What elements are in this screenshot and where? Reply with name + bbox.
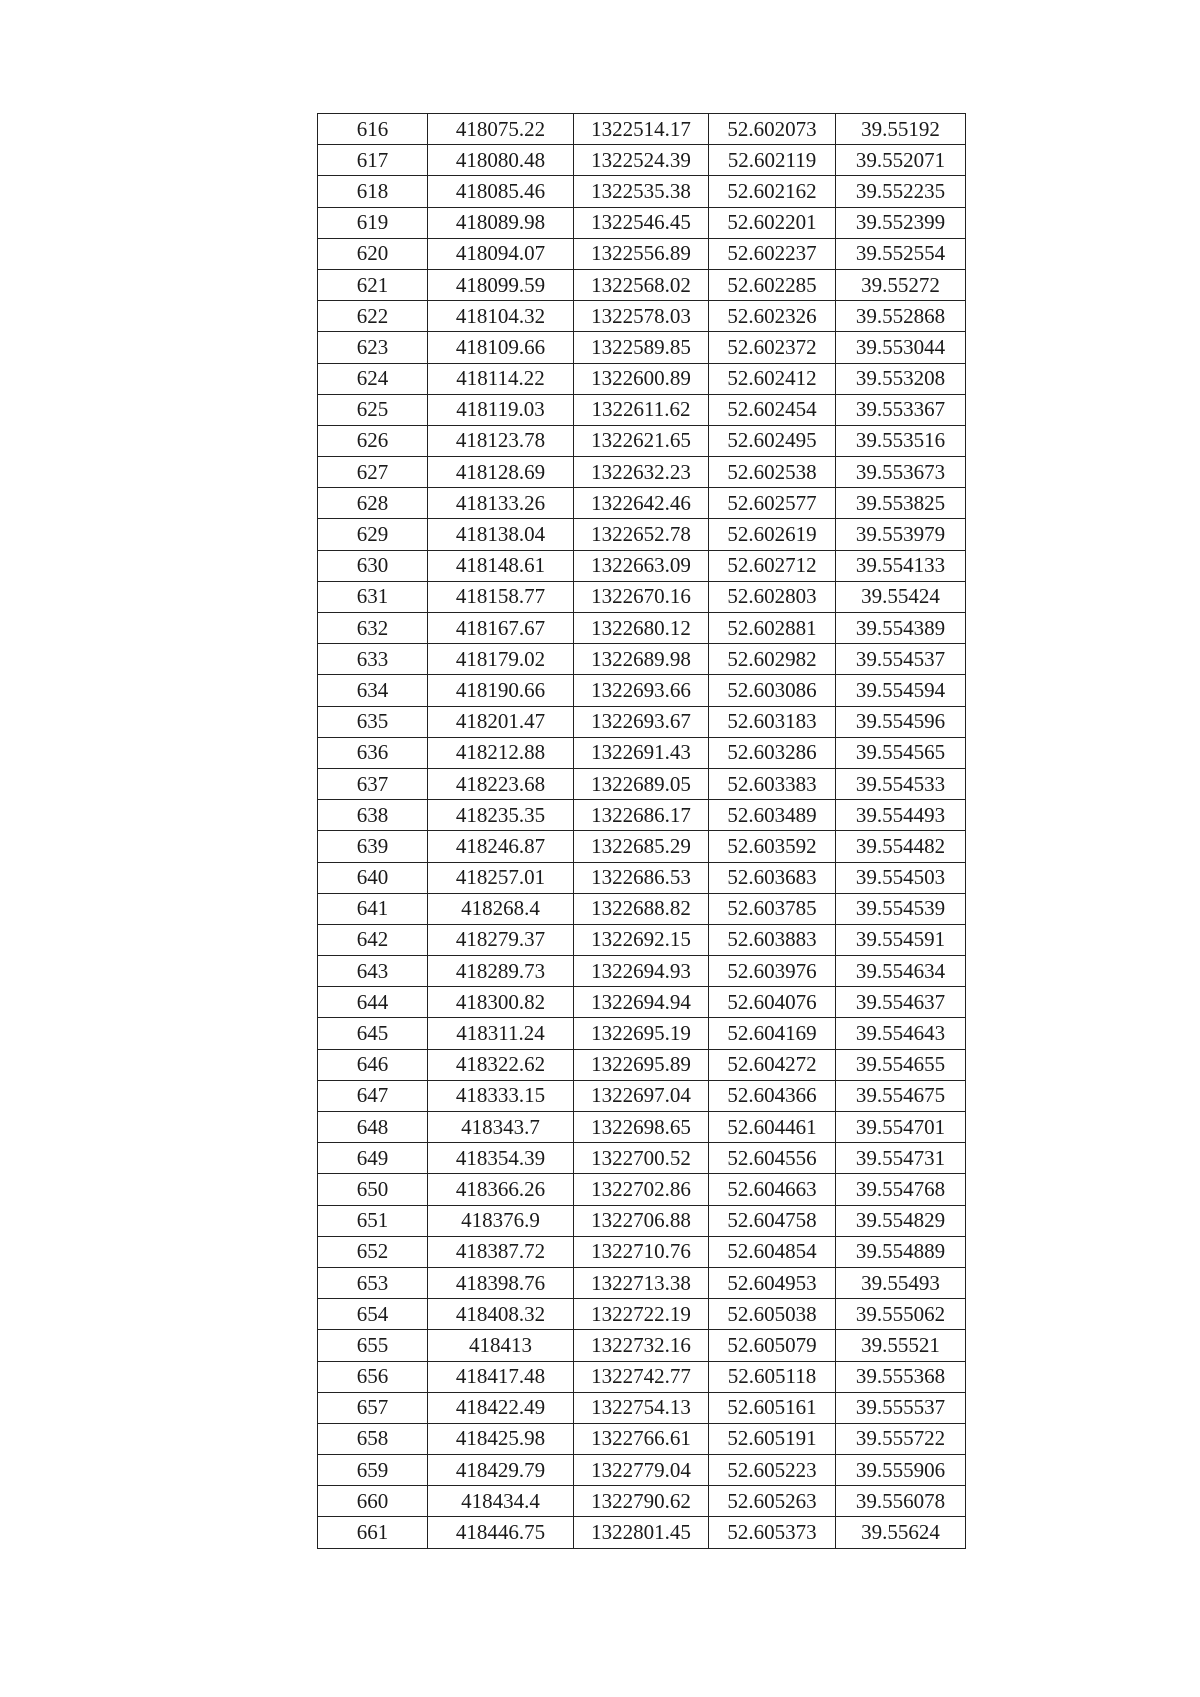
latitude-cell: 52.604076 [709, 987, 836, 1018]
latitude-cell: 52.603489 [709, 800, 836, 831]
table-row [318, 1049, 966, 1080]
latitude-cell: 52.603883 [709, 924, 836, 955]
table-row [318, 238, 966, 269]
y-coordinate-cell: 1322766.61 [574, 1423, 709, 1454]
latitude-cell: 52.605079 [709, 1330, 836, 1361]
x-coordinate-cell: 418190.66 [428, 675, 574, 706]
point-number-cell: 648 [318, 1112, 428, 1143]
latitude-cell: 52.602881 [709, 613, 836, 644]
point-number-cell: 654 [318, 1299, 428, 1330]
point-number-cell: 646 [318, 1049, 428, 1080]
point-number-cell: 656 [318, 1361, 428, 1392]
y-coordinate-cell: 1322722.19 [574, 1299, 709, 1330]
point-number-cell: 629 [318, 519, 428, 550]
y-coordinate-cell: 1322524.39 [574, 145, 709, 176]
point-number-cell: 622 [318, 301, 428, 332]
table-row [318, 269, 966, 300]
table-row [318, 1392, 966, 1423]
y-coordinate-cell: 1322691.43 [574, 737, 709, 768]
longitude-cell: 39.55521 [836, 1330, 966, 1361]
table-row [318, 457, 966, 488]
point-number-cell: 632 [318, 613, 428, 644]
x-coordinate-cell: 418119.03 [428, 394, 574, 425]
point-number-cell: 650 [318, 1174, 428, 1205]
table-row [318, 1517, 966, 1548]
latitude-cell: 52.603086 [709, 675, 836, 706]
x-coordinate-cell: 418417.48 [428, 1361, 574, 1392]
x-coordinate-cell: 418300.82 [428, 987, 574, 1018]
table-row [318, 1018, 966, 1049]
x-coordinate-cell: 418246.87 [428, 831, 574, 862]
latitude-cell: 52.605223 [709, 1455, 836, 1486]
y-coordinate-cell: 1322688.82 [574, 893, 709, 924]
table-row [318, 332, 966, 363]
y-coordinate-cell: 1322710.76 [574, 1236, 709, 1267]
latitude-cell: 52.602285 [709, 269, 836, 300]
longitude-cell: 39.554655 [836, 1049, 966, 1080]
longitude-cell: 39.552071 [836, 145, 966, 176]
table-row [318, 301, 966, 332]
point-number-cell: 617 [318, 145, 428, 176]
x-coordinate-cell: 418201.47 [428, 706, 574, 737]
latitude-cell: 52.605118 [709, 1361, 836, 1392]
point-number-cell: 624 [318, 363, 428, 394]
longitude-cell: 39.55424 [836, 581, 966, 612]
y-coordinate-cell: 1322689.05 [574, 768, 709, 799]
y-coordinate-cell: 1322694.93 [574, 956, 709, 987]
point-number-cell: 639 [318, 831, 428, 862]
longitude-cell: 39.554594 [836, 675, 966, 706]
x-coordinate-cell: 418434.4 [428, 1486, 574, 1517]
table-row [318, 114, 966, 145]
latitude-cell: 52.602237 [709, 238, 836, 269]
longitude-cell: 39.554482 [836, 831, 966, 862]
table-row [318, 1267, 966, 1298]
longitude-cell: 39.553208 [836, 363, 966, 394]
point-number-cell: 661 [318, 1517, 428, 1548]
latitude-cell: 52.605191 [709, 1423, 836, 1454]
x-coordinate-cell: 418104.32 [428, 301, 574, 332]
y-coordinate-cell: 1322801.45 [574, 1517, 709, 1548]
y-coordinate-cell: 1322686.17 [574, 800, 709, 831]
longitude-cell: 39.553825 [836, 488, 966, 519]
coordinates-table-body [318, 114, 966, 1549]
longitude-cell: 39.555906 [836, 1455, 966, 1486]
longitude-cell: 39.554675 [836, 1080, 966, 1111]
latitude-cell: 52.604854 [709, 1236, 836, 1267]
point-number-cell: 628 [318, 488, 428, 519]
point-number-cell: 644 [318, 987, 428, 1018]
x-coordinate-cell: 418446.75 [428, 1517, 574, 1548]
longitude-cell: 39.554768 [836, 1174, 966, 1205]
point-number-cell: 649 [318, 1143, 428, 1174]
x-coordinate-cell: 418425.98 [428, 1423, 574, 1454]
table-row [318, 613, 966, 644]
table-row [318, 1423, 966, 1454]
x-coordinate-cell: 418223.68 [428, 768, 574, 799]
point-number-cell: 657 [318, 1392, 428, 1423]
y-coordinate-cell: 1322556.89 [574, 238, 709, 269]
longitude-cell: 39.555368 [836, 1361, 966, 1392]
latitude-cell: 52.602982 [709, 644, 836, 675]
y-coordinate-cell: 1322692.15 [574, 924, 709, 955]
x-coordinate-cell: 418138.04 [428, 519, 574, 550]
latitude-cell: 52.602073 [709, 114, 836, 145]
longitude-cell: 39.555062 [836, 1299, 966, 1330]
point-number-cell: 631 [318, 581, 428, 612]
x-coordinate-cell: 418123.78 [428, 425, 574, 456]
y-coordinate-cell: 1322589.85 [574, 332, 709, 363]
point-number-cell: 627 [318, 457, 428, 488]
point-number-cell: 623 [318, 332, 428, 363]
y-coordinate-cell: 1322700.52 [574, 1143, 709, 1174]
longitude-cell: 39.553044 [836, 332, 966, 363]
table-row [318, 862, 966, 893]
latitude-cell: 52.603183 [709, 706, 836, 737]
longitude-cell: 39.554133 [836, 550, 966, 581]
y-coordinate-cell: 1322702.86 [574, 1174, 709, 1205]
table-row [318, 488, 966, 519]
point-number-cell: 652 [318, 1236, 428, 1267]
longitude-cell: 39.556078 [836, 1486, 966, 1517]
table-row [318, 1112, 966, 1143]
table-row [318, 1486, 966, 1517]
table-row [318, 1455, 966, 1486]
point-number-cell: 620 [318, 238, 428, 269]
longitude-cell: 39.554829 [836, 1205, 966, 1236]
latitude-cell: 52.603286 [709, 737, 836, 768]
point-number-cell: 655 [318, 1330, 428, 1361]
latitude-cell: 52.603383 [709, 768, 836, 799]
longitude-cell: 39.553673 [836, 457, 966, 488]
latitude-cell: 52.604272 [709, 1049, 836, 1080]
point-number-cell: 636 [318, 737, 428, 768]
point-number-cell: 637 [318, 768, 428, 799]
y-coordinate-cell: 1322642.46 [574, 488, 709, 519]
y-coordinate-cell: 1322632.23 [574, 457, 709, 488]
longitude-cell: 39.553367 [836, 394, 966, 425]
point-number-cell: 634 [318, 675, 428, 706]
table-row [318, 706, 966, 737]
table-row [318, 581, 966, 612]
x-coordinate-cell: 418279.37 [428, 924, 574, 955]
y-coordinate-cell: 1322546.45 [574, 207, 709, 238]
point-number-cell: 626 [318, 425, 428, 456]
point-number-cell: 618 [318, 176, 428, 207]
point-number-cell: 653 [318, 1267, 428, 1298]
longitude-cell: 39.554591 [836, 924, 966, 955]
y-coordinate-cell: 1322706.88 [574, 1205, 709, 1236]
point-number-cell: 638 [318, 800, 428, 831]
longitude-cell: 39.554643 [836, 1018, 966, 1049]
longitude-cell: 39.555537 [836, 1392, 966, 1423]
latitude-cell: 52.604169 [709, 1018, 836, 1049]
table-row [318, 1236, 966, 1267]
latitude-cell: 52.603683 [709, 862, 836, 893]
coordinates-table [317, 113, 966, 1549]
longitude-cell: 39.554596 [836, 706, 966, 737]
y-coordinate-cell: 1322621.65 [574, 425, 709, 456]
coordinates-table-wrapper [317, 113, 965, 1549]
point-number-cell: 659 [318, 1455, 428, 1486]
y-coordinate-cell: 1322695.19 [574, 1018, 709, 1049]
x-coordinate-cell: 418429.79 [428, 1455, 574, 1486]
latitude-cell: 52.603785 [709, 893, 836, 924]
y-coordinate-cell: 1322698.65 [574, 1112, 709, 1143]
table-row [318, 893, 966, 924]
y-coordinate-cell: 1322535.38 [574, 176, 709, 207]
x-coordinate-cell: 418376.9 [428, 1205, 574, 1236]
point-number-cell: 619 [318, 207, 428, 238]
x-coordinate-cell: 418080.48 [428, 145, 574, 176]
latitude-cell: 52.602412 [709, 363, 836, 394]
point-number-cell: 658 [318, 1423, 428, 1454]
latitude-cell: 52.602619 [709, 519, 836, 550]
point-number-cell: 660 [318, 1486, 428, 1517]
longitude-cell: 39.553979 [836, 519, 966, 550]
x-coordinate-cell: 418128.69 [428, 457, 574, 488]
latitude-cell: 52.604663 [709, 1174, 836, 1205]
latitude-cell: 52.602326 [709, 301, 836, 332]
point-number-cell: 633 [318, 644, 428, 675]
table-row [318, 176, 966, 207]
y-coordinate-cell: 1322693.67 [574, 706, 709, 737]
latitude-cell: 52.602119 [709, 145, 836, 176]
y-coordinate-cell: 1322742.77 [574, 1361, 709, 1392]
point-number-cell: 616 [318, 114, 428, 145]
x-coordinate-cell: 418089.98 [428, 207, 574, 238]
latitude-cell: 52.602454 [709, 394, 836, 425]
point-number-cell: 621 [318, 269, 428, 300]
y-coordinate-cell: 1322779.04 [574, 1455, 709, 1486]
latitude-cell: 52.604953 [709, 1267, 836, 1298]
x-coordinate-cell: 418289.73 [428, 956, 574, 987]
x-coordinate-cell: 418257.01 [428, 862, 574, 893]
latitude-cell: 52.602577 [709, 488, 836, 519]
longitude-cell: 39.554503 [836, 862, 966, 893]
x-coordinate-cell: 418268.4 [428, 893, 574, 924]
latitude-cell: 52.605263 [709, 1486, 836, 1517]
y-coordinate-cell: 1322600.89 [574, 363, 709, 394]
latitude-cell: 52.605161 [709, 1392, 836, 1423]
x-coordinate-cell: 418179.02 [428, 644, 574, 675]
longitude-cell: 39.554731 [836, 1143, 966, 1174]
longitude-cell: 39.553516 [836, 425, 966, 456]
table-row [318, 987, 966, 1018]
table-row [318, 768, 966, 799]
x-coordinate-cell: 418333.15 [428, 1080, 574, 1111]
y-coordinate-cell: 1322697.04 [574, 1080, 709, 1111]
longitude-cell: 39.55624 [836, 1517, 966, 1548]
y-coordinate-cell: 1322680.12 [574, 613, 709, 644]
table-row [318, 831, 966, 862]
table-row [318, 800, 966, 831]
y-coordinate-cell: 1322689.98 [574, 644, 709, 675]
table-row [318, 1299, 966, 1330]
latitude-cell: 52.602162 [709, 176, 836, 207]
x-coordinate-cell: 418408.32 [428, 1299, 574, 1330]
table-row [318, 207, 966, 238]
x-coordinate-cell: 418398.76 [428, 1267, 574, 1298]
y-coordinate-cell: 1322670.16 [574, 581, 709, 612]
point-number-cell: 642 [318, 924, 428, 955]
latitude-cell: 52.602201 [709, 207, 836, 238]
latitude-cell: 52.602372 [709, 332, 836, 363]
x-coordinate-cell: 418148.61 [428, 550, 574, 581]
longitude-cell: 39.554701 [836, 1112, 966, 1143]
table-row [318, 1330, 966, 1361]
x-coordinate-cell: 418322.62 [428, 1049, 574, 1080]
latitude-cell: 52.602538 [709, 457, 836, 488]
point-number-cell: 641 [318, 893, 428, 924]
point-number-cell: 645 [318, 1018, 428, 1049]
y-coordinate-cell: 1322694.94 [574, 987, 709, 1018]
y-coordinate-cell: 1322732.16 [574, 1330, 709, 1361]
point-number-cell: 647 [318, 1080, 428, 1111]
table-row [318, 644, 966, 675]
y-coordinate-cell: 1322790.62 [574, 1486, 709, 1517]
point-number-cell: 630 [318, 550, 428, 581]
point-number-cell: 643 [318, 956, 428, 987]
x-coordinate-cell: 418311.24 [428, 1018, 574, 1049]
x-coordinate-cell: 418413 [428, 1330, 574, 1361]
y-coordinate-cell: 1322652.78 [574, 519, 709, 550]
longitude-cell: 39.554637 [836, 987, 966, 1018]
longitude-cell: 39.554565 [836, 737, 966, 768]
longitude-cell: 39.554634 [836, 956, 966, 987]
longitude-cell: 39.554539 [836, 893, 966, 924]
latitude-cell: 52.603976 [709, 956, 836, 987]
latitude-cell: 52.602712 [709, 550, 836, 581]
y-coordinate-cell: 1322578.03 [574, 301, 709, 332]
table-row [318, 1143, 966, 1174]
point-number-cell: 651 [318, 1205, 428, 1236]
latitude-cell: 52.602803 [709, 581, 836, 612]
x-coordinate-cell: 418158.77 [428, 581, 574, 612]
x-coordinate-cell: 418387.72 [428, 1236, 574, 1267]
y-coordinate-cell: 1322663.09 [574, 550, 709, 581]
x-coordinate-cell: 418094.07 [428, 238, 574, 269]
table-row [318, 394, 966, 425]
point-number-cell: 625 [318, 394, 428, 425]
x-coordinate-cell: 418085.46 [428, 176, 574, 207]
x-coordinate-cell: 418109.66 [428, 332, 574, 363]
table-row [318, 519, 966, 550]
x-coordinate-cell: 418099.59 [428, 269, 574, 300]
longitude-cell: 39.554389 [836, 613, 966, 644]
table-row [318, 675, 966, 706]
y-coordinate-cell: 1322686.53 [574, 862, 709, 893]
y-coordinate-cell: 1322693.66 [574, 675, 709, 706]
latitude-cell: 52.603592 [709, 831, 836, 862]
table-row [318, 956, 966, 987]
x-coordinate-cell: 418354.39 [428, 1143, 574, 1174]
y-coordinate-cell: 1322695.89 [574, 1049, 709, 1080]
longitude-cell: 39.55192 [836, 114, 966, 145]
point-number-cell: 640 [318, 862, 428, 893]
table-row [318, 1205, 966, 1236]
x-coordinate-cell: 418366.26 [428, 1174, 574, 1205]
y-coordinate-cell: 1322611.62 [574, 394, 709, 425]
longitude-cell: 39.554537 [836, 644, 966, 675]
longitude-cell: 39.554493 [836, 800, 966, 831]
latitude-cell: 52.605038 [709, 1299, 836, 1330]
table-row [318, 425, 966, 456]
point-number-cell: 635 [318, 706, 428, 737]
table-row [318, 1080, 966, 1111]
latitude-cell: 52.604366 [709, 1080, 836, 1111]
table-row [318, 737, 966, 768]
y-coordinate-cell: 1322568.02 [574, 269, 709, 300]
longitude-cell: 39.552399 [836, 207, 966, 238]
y-coordinate-cell: 1322754.13 [574, 1392, 709, 1423]
longitude-cell: 39.55272 [836, 269, 966, 300]
latitude-cell: 52.604556 [709, 1143, 836, 1174]
y-coordinate-cell: 1322713.38 [574, 1267, 709, 1298]
x-coordinate-cell: 418235.35 [428, 800, 574, 831]
latitude-cell: 52.605373 [709, 1517, 836, 1548]
table-row [318, 1174, 966, 1205]
x-coordinate-cell: 418114.22 [428, 363, 574, 394]
table-row [318, 1361, 966, 1392]
longitude-cell: 39.554889 [836, 1236, 966, 1267]
x-coordinate-cell: 418075.22 [428, 114, 574, 145]
table-row [318, 145, 966, 176]
x-coordinate-cell: 418212.88 [428, 737, 574, 768]
table-row [318, 363, 966, 394]
latitude-cell: 52.604461 [709, 1112, 836, 1143]
latitude-cell: 52.604758 [709, 1205, 836, 1236]
table-row [318, 550, 966, 581]
x-coordinate-cell: 418422.49 [428, 1392, 574, 1423]
y-coordinate-cell: 1322514.17 [574, 114, 709, 145]
longitude-cell: 39.552235 [836, 176, 966, 207]
longitude-cell: 39.555722 [836, 1423, 966, 1454]
x-coordinate-cell: 418133.26 [428, 488, 574, 519]
longitude-cell: 39.554533 [836, 768, 966, 799]
x-coordinate-cell: 418343.7 [428, 1112, 574, 1143]
x-coordinate-cell: 418167.67 [428, 613, 574, 644]
table-row [318, 924, 966, 955]
y-coordinate-cell: 1322685.29 [574, 831, 709, 862]
latitude-cell: 52.602495 [709, 425, 836, 456]
longitude-cell: 39.552868 [836, 301, 966, 332]
longitude-cell: 39.55493 [836, 1267, 966, 1298]
longitude-cell: 39.552554 [836, 238, 966, 269]
